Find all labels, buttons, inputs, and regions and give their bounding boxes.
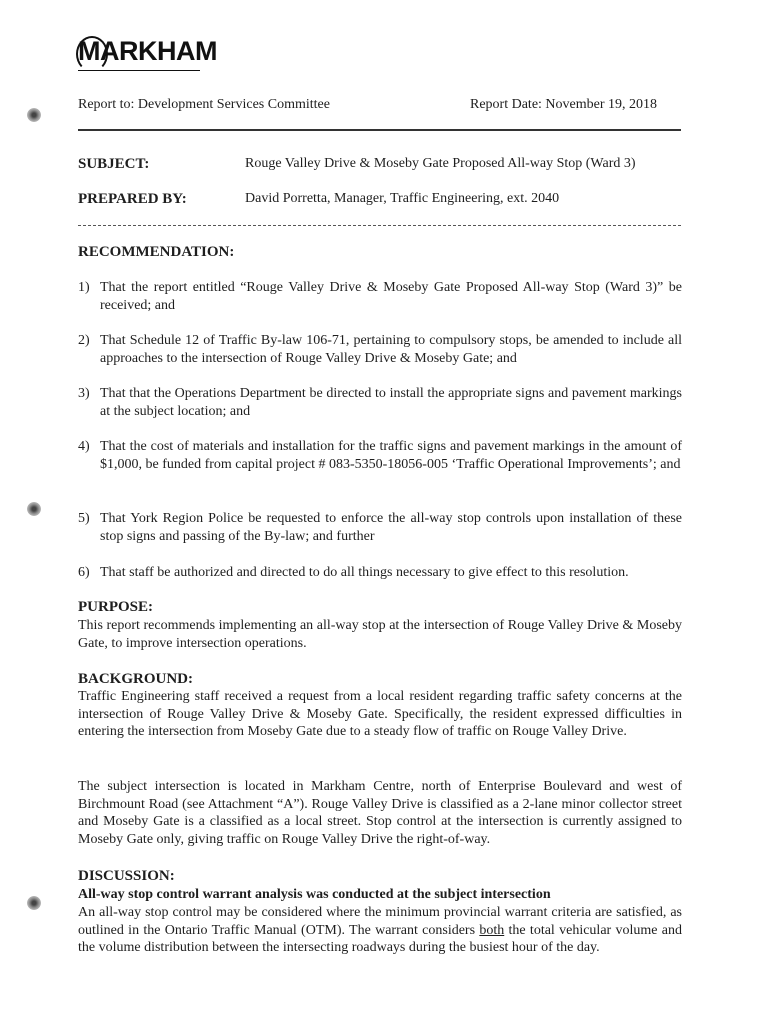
subject-value: Rouge Valley Drive & Moseby Gate Proposed All-way Stop (Ward 3) <box>245 156 636 171</box>
logo-underline <box>78 70 200 71</box>
recommendation-heading: RECOMMENDATION: <box>78 244 235 260</box>
item-text: That the report entitled “Rouge Valley Drive & Moseby Gate Proposed All-way Stop (Ward 3)” be received; and <box>100 280 682 313</box>
item-number: 4) <box>78 439 90 454</box>
markham-logo <box>78 36 217 67</box>
item-text: That that the Operations Department be directed to install the appropriate signs and pavement markings at the subject location; and <box>100 386 682 419</box>
item-text: That York Region Police be requested to enforce the all-way stop controls upon installation of these stop signs and passing of the By-law; and further <box>100 511 682 544</box>
discussion-text-start: An all-way stop control may be considered where the minimum provincial warrant criteria are satisfied, as outlined in the Ontario Traffic Manual (OTM). The warrant considers <box>78 905 682 938</box>
item-number: 6) <box>78 565 90 580</box>
punch-hole-bottom <box>27 896 41 910</box>
background-heading: BACKGROUND: <box>78 671 193 687</box>
recommendation-list <box>78 279 682 579</box>
discussion-text-end: the total vehicular volume and the volume distribution between the intersecting roadways during the busiest hour of the day. <box>78 922 683 955</box>
report-date: Report Date: November 19, 2018 <box>470 97 658 112</box>
purpose-text: This report recommends implementing an all-way stop at the intersection of Rouge Valley Drive & Moseby Gate, to improve intersection operations. <box>78 618 682 651</box>
logo-ring-icon <box>76 36 108 72</box>
item-text: That staff be authorized and directed to do all things necessary to give effect to this resolution. <box>100 565 629 580</box>
background-paragraph-1: Traffic Engineering staff received a request from a local resident regarding traffic safety concerns at the intersection of Rouge Valley Drive & Moseby Gate. Specifically, the resident expressed difficulties in entering the intersection from Moseby Gate due to a steady flow of traffic on Rouge Valley Drive. <box>78 689 682 739</box>
item-number: 3) <box>78 386 90 401</box>
item-number: 1) <box>78 280 90 295</box>
discussion-heading: DISCUSSION: <box>78 868 175 884</box>
discussion-subheading: All-way stop control warrant analysis was conducted at the subject intersection <box>78 887 551 902</box>
report-to: Report to: Development Services Committee <box>78 97 330 112</box>
discussion-text-emphasis: both <box>479 922 505 938</box>
punch-hole-top <box>27 108 41 122</box>
logo-text: MARKHAM <box>78 36 217 66</box>
header-rule <box>78 129 681 131</box>
item-number: 2) <box>78 333 90 348</box>
subject-label: SUBJECT: <box>78 156 150 172</box>
background-paragraph-2: The subject intersection is located in Markham Centre, north of Enterprise Boulevard and west of Birchmount Road (see Attachment “A”). Rouge Valley Drive is classified as a 2-lane minor collector street and Moseby Gate is a classified as a local street. Stop control at the intersection is currently assigned to Moseby Gate only, giving traffic on Rouge Valley Drive the right-of-way. <box>78 779 682 847</box>
prepared-by-label: PREPARED BY: <box>78 191 187 207</box>
punch-hole-middle <box>27 502 41 516</box>
item-number: 5) <box>78 511 90 526</box>
item-text: That Schedule 12 of Traffic By-law 106-71, pertaining to compulsory stops, be amended to include all approaches to the intersection of Rouge Valley Drive & Moseby Gate; and <box>100 333 682 366</box>
meta-rule <box>78 225 681 226</box>
discussion-paragraph-1 <box>78 904 682 957</box>
purpose-heading: PURPOSE: <box>78 599 153 615</box>
prepared-by-value: David Porretta, Manager, Traffic Engineering, ext. 2040 <box>245 191 560 206</box>
item-text: That the cost of materials and installation for the traffic signs and pavement markings in the amount of $1,000, be funded from capital project # 083-5350-18056-005 ‘Traffic Operational Improvements’; and <box>100 439 682 472</box>
